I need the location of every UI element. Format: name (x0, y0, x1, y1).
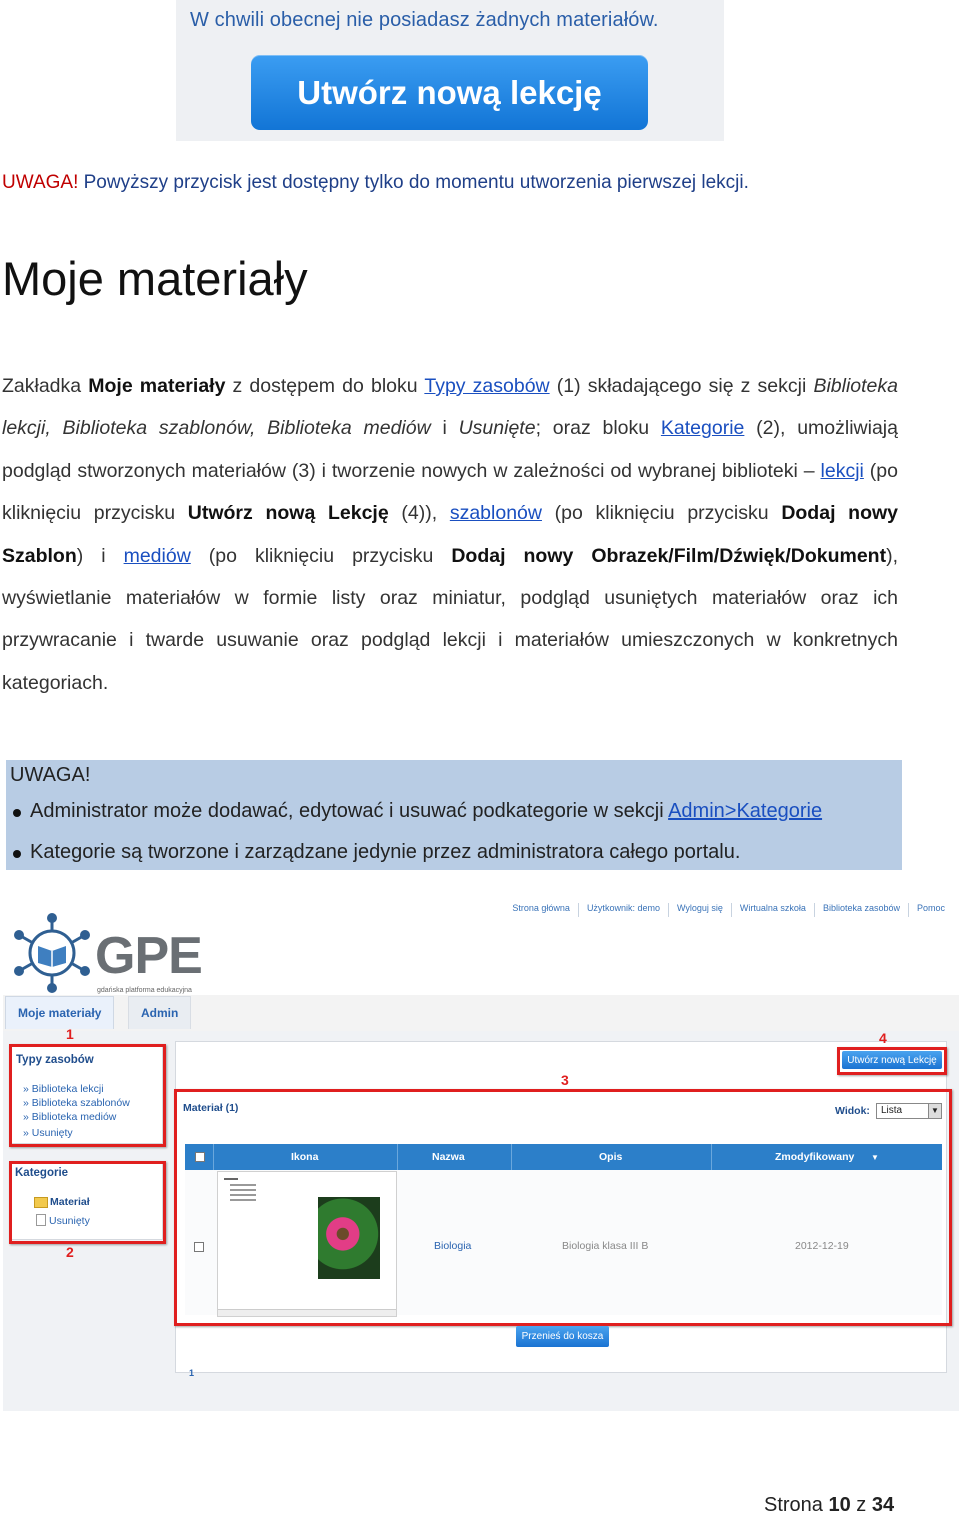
row-name[interactable]: Biologia (434, 1240, 472, 1252)
logo-subtitle: gdańska platforma edukacyjna (97, 987, 192, 994)
description-paragraph: Zakładka Moje materiały z dostępem do bloku Typy zasobów (1) składającego się z sekcji Biblioteka lekcji, Biblioteka szablonów, Biblioteka mediów i Usunięte; oraz bloku Kategorie (2), umożliwiają podgląd stworzonych materiałów (3) i tworzenie nowych w zależności od wybranej biblioteki – lekcji (po kliknięciu przycisku Utwórz nową Lekcję (4)), szablonów (po kliknięciu przycisku Dodaj nowy Szablon) i mediów (po kliknięciu przycisku Dodaj nowy Obrazek/Film/Dźwięk/Dokument), wyświetlanie materiałów w formie listy oraz miniatur, podgląd usuniętych materiałów oraz ich przywracanie i twarde usuwanie oraz podgląd lekcji i materiałów umieszczonych w konkretnych kategoriach. (2, 375, 899, 694)
note-item: Administrator może dodawać, edytować i usuwać podkategorie w sekcji Admin>Kategorie (10, 800, 822, 841)
top-navigation (504, 903, 953, 917)
marker-2: 2 (66, 1244, 74, 1260)
column-modified[interactable]: Zmodyfikowany (775, 1151, 855, 1163)
link-admin-kategorie[interactable]: Admin>Kategorie (668, 800, 823, 822)
nav-user[interactable]: Użytkownik: demo (578, 903, 668, 917)
marker-3: 3 (561, 1072, 569, 1088)
page-number[interactable]: 1 (189, 1368, 195, 1378)
marker-1: 1 (66, 1026, 74, 1042)
notice-first-lesson (2, 172, 749, 194)
types-item-templates[interactable]: » Biblioteka szablonów (23, 1097, 130, 1111)
empty-materials-screenshot (176, 0, 724, 141)
highlight-box-1 (9, 1044, 166, 1147)
column-icon: Ikona (291, 1151, 319, 1163)
types-item-lessons[interactable]: » Biblioteka lekcji (23, 1083, 130, 1097)
link-typy-zasobow[interactable]: Typy zasobów (424, 375, 550, 397)
note-title: UWAGA! (10, 764, 91, 786)
nav-home[interactable]: Strona główna (512, 903, 570, 913)
nav-logout[interactable]: Wyloguj się (668, 903, 731, 917)
marker-4: 4 (879, 1030, 887, 1046)
row-date: 2012-12-19 (795, 1240, 849, 1252)
gpe-logo (11, 913, 201, 993)
view-label: Widok: (835, 1105, 870, 1117)
column-description: Opis (599, 1151, 623, 1163)
category-item-deleted[interactable]: Usunięty (49, 1215, 90, 1227)
types-title: Typy zasobów (16, 1054, 94, 1066)
book-network-icon (11, 913, 93, 993)
category-item-material[interactable]: Materiał (50, 1196, 90, 1208)
material-title: Materiał (1) (183, 1102, 239, 1114)
tab-admin[interactable]: Admin (128, 996, 191, 1029)
column-name: Nazwa (432, 1151, 465, 1163)
view-select[interactable]: Lista ▼ (876, 1103, 942, 1119)
types-item-deleted[interactable]: » Usunięty (23, 1127, 130, 1141)
page-footer: Strona 10 z 34 (764, 1494, 895, 1516)
highlight-box-4 (837, 1047, 947, 1075)
main-tabs (3, 995, 959, 1031)
link-lekcji[interactable]: lekcji (820, 459, 864, 482)
link-mediow[interactable]: mediów (123, 544, 191, 567)
nav-resource-library[interactable]: Biblioteka zasobów (814, 903, 908, 917)
admin-note-box (6, 760, 902, 870)
highlight-box-3 (174, 1089, 952, 1326)
sort-down-icon: ▼ (871, 1153, 879, 1162)
notice-label: UWAGA! (2, 172, 79, 193)
link-kategorie[interactable]: Kategorie (660, 417, 745, 440)
note-item: Kategorie są tworzone i zarządzane jedynie przez administratora całego portalu. (10, 841, 822, 882)
row-description: Biologia klasa III B (562, 1240, 649, 1252)
move-to-trash-button[interactable]: Przenieś do kosza (516, 1326, 609, 1347)
gpe-screenshot (3, 903, 959, 1411)
link-szablonow[interactable]: szablonów (449, 502, 542, 525)
note-list (10, 800, 822, 882)
nav-virtual-school[interactable]: Wirtualna szkoła (731, 903, 814, 917)
notice-text: Powyższy przycisk jest dostępny tylko do momentu utworzenia pierwszej lekcji. (78, 172, 749, 193)
section-heading: Moje materiały (2, 252, 308, 305)
tab-my-materials[interactable]: Moje materiały (5, 996, 114, 1029)
types-item-media[interactable]: » Biblioteka mediów (23, 1111, 130, 1125)
nav-help[interactable]: Pomoc (908, 903, 953, 917)
create-lesson-button[interactable]: Utwórz nową lekcję (251, 55, 648, 130)
chevron-down-icon: ▼ (928, 1104, 941, 1118)
highlight-box-2 (9, 1161, 166, 1244)
empty-message: W chwili obecnej nie posiadasz żadnych materiałów. (190, 9, 659, 31)
categories-title: Kategorie (15, 1167, 69, 1179)
new-lesson-button[interactable]: Utwórz nową Lekcję (842, 1051, 942, 1069)
logo-text: GPE (95, 927, 202, 985)
